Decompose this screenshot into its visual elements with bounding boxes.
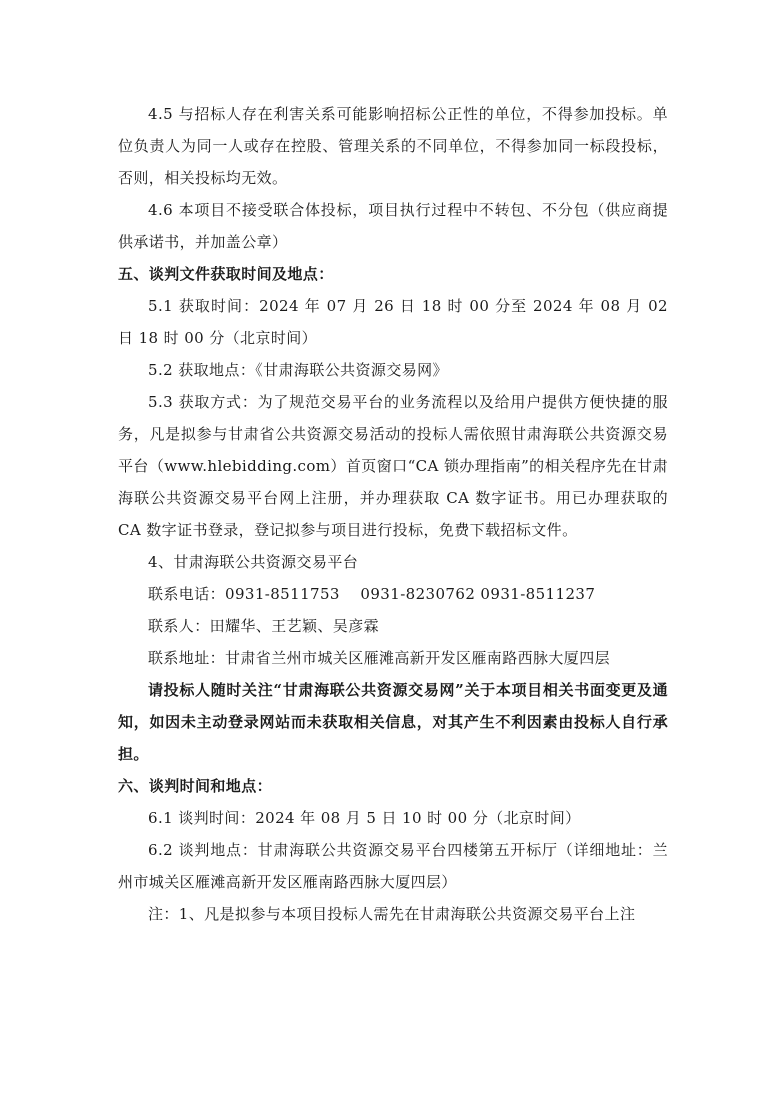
contact-address: 联系地址：甘肃省兰州市城关区雁滩高新开发区雁南路西脉大厦四层 (148, 649, 611, 667)
notice-paragraph: 请投标人随时关注“甘肃海联公共资源交易网”关于本项目相关书面变更及通知，如因未主动登录网站而未获取相关信息，对其产生不利因素由投标人自行承担。 (118, 681, 668, 763)
document-page (118, 98, 668, 930)
paragraph-6-2: 6.2 谈判地点：甘肃海联公共资源交易平台四楼第五开标厅（详细地址：兰州市城关区雁滩高新开发区雁南路西脉大厦四层） (118, 841, 668, 891)
paragraph-5-2: 5.2 获取地点：《甘肃海联公共资源交易网》 (148, 361, 448, 379)
contact-phone: 联系电话：0931-8511753 0931-8230762 0931-8511237 (148, 585, 596, 603)
paragraph-6-1: 6.1 谈判时间：2024 年 08 月 5 日 10 时 00 分（北京时间） (148, 809, 581, 827)
paragraph-5-1: 5.1 获取时间：2024 年 07 月 26 日 18 时 00 分至 2024 年 08 月 02 日 18 时 00 分（北京时间） (118, 297, 668, 347)
section-heading-5: 五、谈判文件获取时间及地点： (118, 265, 334, 283)
paragraph-4-5: 4.5 与招标人存在利害关系可能影响招标公正性的单位，不得参加投标。单位负责人为同一人或存在控股、管理关系的不同单位，不得参加同一标段投标，否则，相关投标均无效。 (118, 105, 668, 187)
paragraph-5-3: 5.3 获取方式：为了规范交易平台的业务流程以及给用户提供方便快捷的服务，凡是拟参与甘肃省公共资源交易活动的投标人需依照甘肃海联公共资源交易平台（www.hlebidding.com）首页窗口“CA 锁办理指南”的相关程序先在甘肃海联公共资源交易平台网上注册，并办理获取 CA 数字证书。用已办理获取的 CA 数字证书登录，登记拟参与项目进行投标，免费下载招标文件。 (118, 393, 668, 539)
contact-person: 联系人：田耀华、王艺颖、吴彦霖 (148, 617, 380, 635)
paragraph-note: 注：1、凡是拟参与本项目投标人需先在甘肃海联公共资源交易平台上注 (148, 905, 636, 923)
paragraph-4-6: 4.6 本项目不接受联合体投标，项目执行过程中不转包、不分包（供应商提供承诺书，并加盖公章） (118, 201, 668, 251)
paragraph-platform: 4、甘肃海联公共资源交易平台 (148, 553, 359, 571)
section-heading-6: 六、谈判时间和地点： (118, 777, 273, 795)
